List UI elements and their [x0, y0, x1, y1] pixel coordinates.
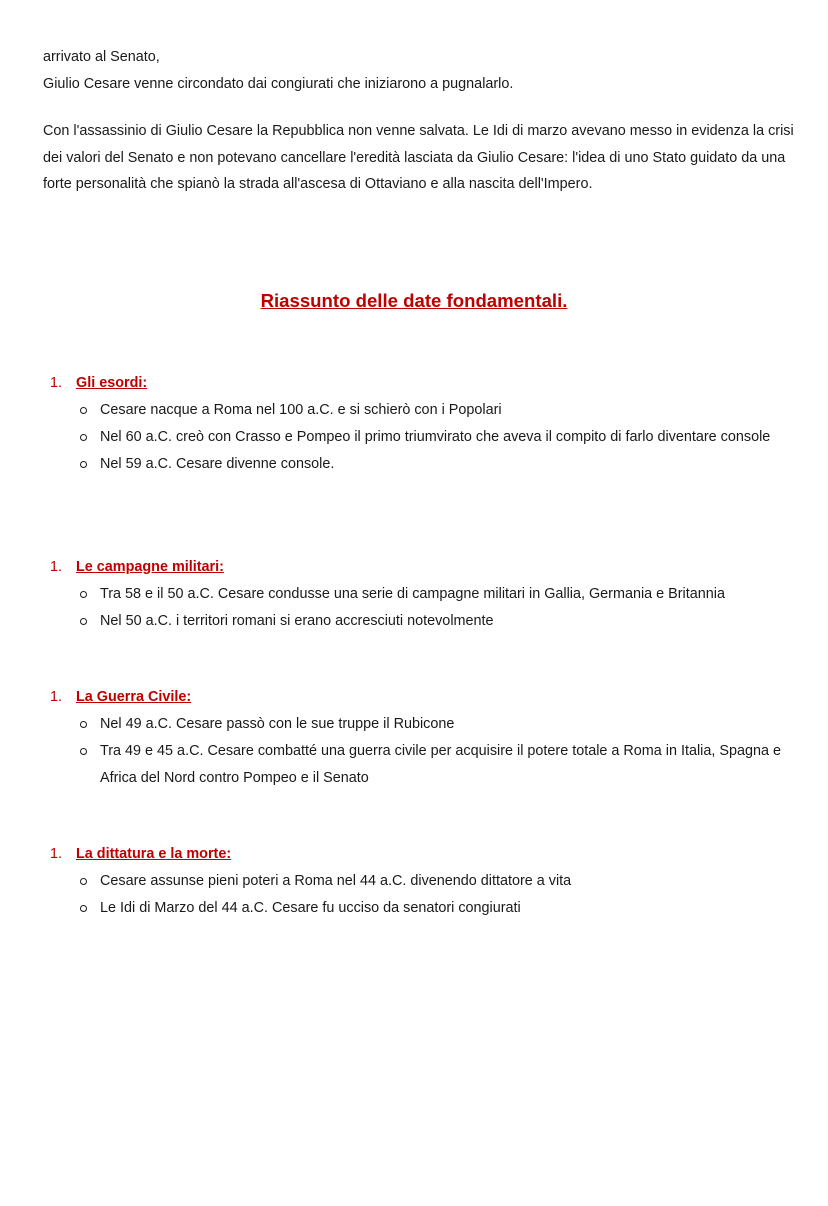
section-title	[50, 684, 790, 711]
list-item-text: Cesare nacque a Roma nel 100 a.C. e si schierò con i Popolari	[100, 402, 502, 418]
section-title	[50, 841, 790, 868]
closing-paragraph: Con l'assassinio di Giulio Cesare la Repubblica non venne salvata. Le Idi di marzo avevano messo in evidenza la crisi dei valori del Senato e non potevano cancellare l'eredità lasciata da Giulio Cesare: l'idea di uno Stato guidato da una forte personalità che spianò la strada all'ascesa di Ottaviano e alla nascita dell'Impero.	[43, 123, 794, 193]
section-label: Gli esordi:	[76, 375, 148, 391]
section-number: 1.	[50, 846, 63, 862]
list-item-text: Le Idi di Marzo del 44 a.C. Cesare fu ucciso da senatori congiurati	[100, 900, 521, 916]
list-item	[76, 895, 790, 922]
list-item-text: Cesare assunse pieni poteri a Roma nel 44 a.C. divenendo dittatore a vita	[100, 873, 572, 889]
list-item-text: Nel 59 a.C. Cesare divenne console.	[100, 456, 335, 472]
section-gli-esordi	[50, 370, 790, 478]
list-item	[76, 738, 790, 792]
section-label: La Guerra Civile:	[76, 689, 192, 705]
section-title	[50, 554, 790, 581]
section-dittatura-morte	[50, 841, 790, 922]
section-number: 1.	[50, 375, 63, 391]
section-campagne-militari	[50, 554, 790, 635]
list-item	[76, 711, 790, 738]
intro-line: Giulio Cesare venne circondato dai congiurati che iniziarono a pugnalarlo.	[43, 76, 514, 92]
circle-bullet-icon	[80, 878, 87, 885]
list-item-text: Tra 58 e il 50 a.C. Cesare condusse una serie di campagne militari in Gallia, Germania e Britannia	[100, 586, 725, 602]
circle-bullet-icon	[80, 434, 87, 441]
list-item-text: Nel 60 a.C. creò con Crasso e Pompeo il primo triumvirato che aveva il compito di farlo diventare console	[100, 429, 771, 445]
bullet-list	[50, 397, 790, 478]
summary-heading: Riassunto delle date fondamentali.	[260, 290, 568, 311]
circle-bullet-icon	[80, 721, 87, 728]
section-label: La dittatura e la morte:	[76, 846, 232, 862]
bullet-list	[50, 868, 790, 922]
list-item	[76, 581, 790, 608]
circle-bullet-icon	[80, 407, 87, 414]
circle-bullet-icon	[80, 905, 87, 912]
intro-line: arrivato al Senato,	[43, 49, 160, 65]
list-item-text: Tra 49 e 45 a.C. Cesare combatté una guerra civile per acquisire il potere totale a Roma in Italia, Spagna e Africa del Nord contro Pompeo e il Senato	[100, 743, 781, 786]
list-item-text: Nel 50 a.C. i territori romani si erano accresciuti notevolmente	[100, 613, 494, 629]
section-label: Le campagne militari:	[76, 559, 224, 575]
list-item	[76, 397, 790, 424]
circle-bullet-icon	[80, 618, 87, 625]
section-title	[50, 370, 790, 397]
circle-bullet-icon	[80, 748, 87, 755]
bullet-list	[50, 711, 790, 792]
list-item	[76, 868, 790, 895]
bullet-list	[50, 581, 790, 635]
list-item	[76, 451, 790, 478]
section-guerra-civile	[50, 684, 790, 792]
list-item-text: Nel 49 a.C. Cesare passò con le sue truppe il Rubicone	[100, 716, 455, 732]
circle-bullet-icon	[80, 591, 87, 598]
list-item	[76, 608, 790, 635]
section-number: 1.	[50, 559, 63, 575]
section-number: 1.	[50, 689, 63, 705]
circle-bullet-icon	[80, 461, 87, 468]
list-item	[76, 424, 790, 451]
intro-text	[43, 44, 793, 98]
